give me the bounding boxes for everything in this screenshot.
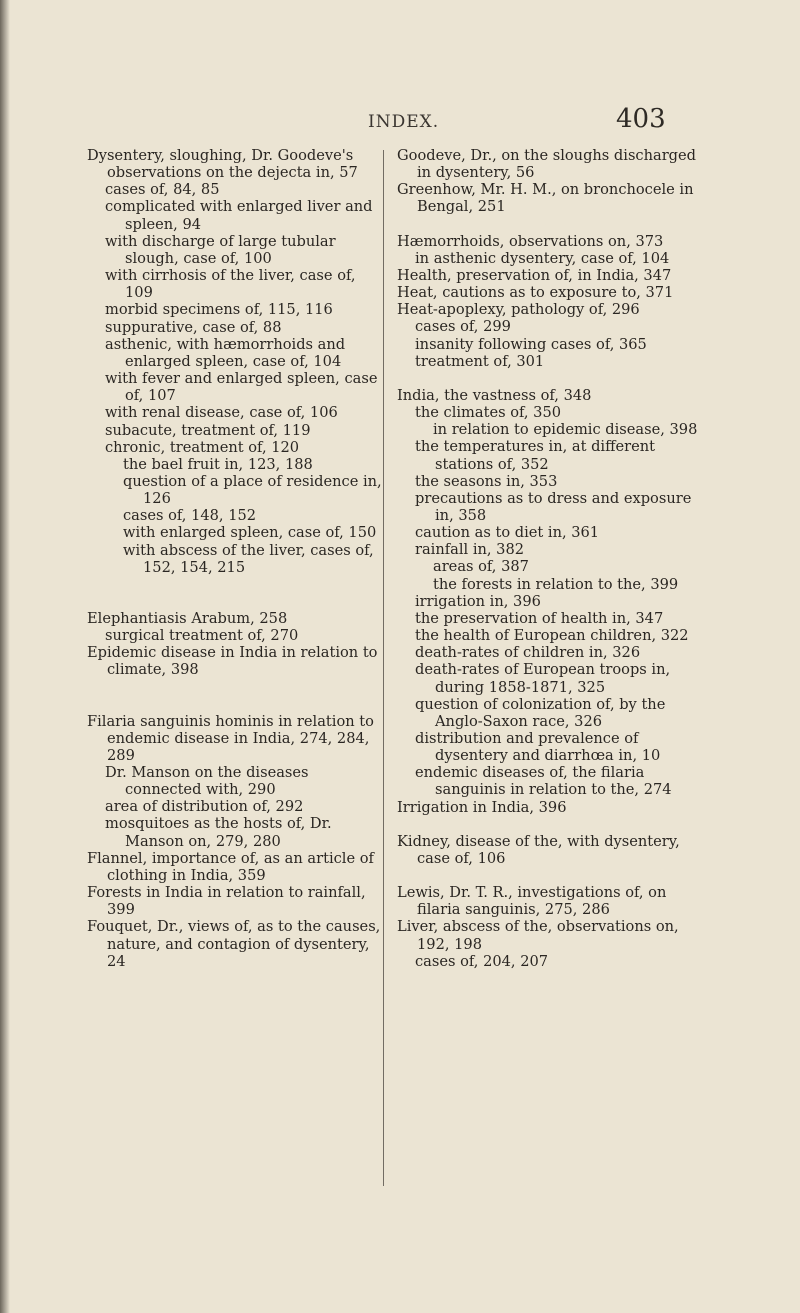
index-subentry: with enlarged spleen, case of, 150 [123, 524, 377, 542]
running-header: INDEX. [368, 112, 440, 132]
index-subentry: suppurative, case of, 88 [105, 318, 282, 336]
index-column-left [87, 147, 387, 970]
index-entry: Kidney, disease of the, with dysentery, case of, 106 [397, 832, 680, 867]
index-subentry: irrigation in, 396 [415, 592, 541, 610]
index-subentry: chronic, treatment of, 120 [105, 438, 300, 456]
entry-gap [397, 370, 702, 387]
index-subentry: in relation to epidemic disease, 398 [433, 421, 698, 439]
entry-gap [87, 576, 387, 610]
index-subentry: areas of, 387 [433, 558, 529, 576]
index-entry: India, the vastness of, 348 [397, 386, 592, 404]
index-subentry: the forests in relation to the, 399 [433, 575, 679, 593]
index-column-right [397, 147, 702, 970]
index-entry: Hæmorrhoids, observations on, 373 [397, 232, 664, 250]
column-divider [383, 150, 384, 1186]
entry-gap [397, 867, 702, 884]
index-subentry: death-rates of European troops in, during 1858-1871, 325 [415, 661, 671, 696]
index-entry: Goodeve, Dr., on the sloughs discharged in dysentery, 56 [397, 147, 697, 182]
index-entry: Heat-apoplexy, pathology of, 296 [397, 301, 640, 319]
index-entry: Greenhow, Mr. H. M., on bronchocele in Bengal, 251 [397, 181, 694, 216]
index-entry: Flannel, importance of, as an article of clothing in India, 359 [87, 849, 374, 884]
index-entry: Liver, abscess of the, observations on, 192, 198 [397, 918, 679, 953]
index-subentry: with abscess of the liver, cases of, 152, 154, 215 [123, 541, 374, 576]
index-subentry: the preservation of health in, 347 [415, 609, 664, 627]
index-subentry: surgical treatment of, 270 [105, 627, 299, 645]
index-subentry: treatment of, 301 [415, 352, 545, 370]
index-entry: Dysentery, sloughing, Dr. Goodeve's observations on the dejecta in, 57 [87, 147, 358, 182]
index-subentry: morbid specimens of, 115, 116 [105, 301, 333, 319]
index-subentry: with renal disease, case of, 106 [105, 404, 338, 422]
index-subentry: with cirrhosis of the liver, case of, 109 [105, 267, 356, 302]
index-subentry: the climates of, 350 [415, 404, 562, 422]
index-subentry: the bael fruit in, 123, 188 [123, 455, 313, 473]
index-subentry: the temperatures in, at different stations of, 352 [415, 438, 655, 473]
index-subentry: cases of, 204, 207 [415, 952, 549, 970]
index-subentry: with fever and enlarged spleen, case of, 107 [105, 370, 378, 405]
index-entry: Forests in India in relation to rainfall, 399 [87, 884, 366, 919]
index-subentry: asthenic, with hæmorrhoids and enlarged spleen, case of, 104 [105, 335, 346, 370]
index-subentry: complicated with enlarged liver and spleen, 94 [105, 198, 373, 233]
index-subentry: cases of, 84, 85 [105, 181, 220, 199]
index-entry: Heat, cautions as to exposure to, 371 [397, 284, 674, 302]
index-entry: Lewis, Dr. T. R., investigations of, on filaria sanguinis, 275, 286 [397, 884, 667, 919]
index-subentry: area of distribution of, 292 [105, 798, 304, 816]
index-subentry: precautions as to dress and exposure in, 358 [415, 489, 692, 524]
index-entry: Filaria sanguinis hominis in relation to endemic disease in India, 274, 284, 289 [87, 712, 374, 764]
index-subentry: subacute, treatment of, 119 [105, 421, 311, 439]
index-subentry: caution as to diet in, 361 [415, 524, 600, 542]
index-entry: Irrigation in India, 396 [397, 798, 567, 816]
index-entry: Health, preservation of, in India, 347 [397, 266, 672, 284]
index-subentry: mosquitoes as the hosts of, Dr. Manson on, 279, 280 [105, 815, 332, 850]
entry-gap [87, 679, 387, 713]
page-edge-shadow [0, 0, 10, 1313]
index-subentry: the seasons in, 353 [415, 472, 558, 490]
index-entry: Elephantiasis Arabum, 258 [87, 609, 288, 627]
index-subentry: question of colonization of, by the Anglo-Saxon race, 326 [415, 695, 666, 730]
page-number: 403 [616, 104, 666, 134]
index-entry: Epidemic disease in India in relation to climate, 398 [87, 644, 378, 679]
entry-gap [397, 216, 702, 233]
index-subentry: question of a place of residence in, 126 [123, 472, 382, 508]
index-subentry: cases of, 148, 152 [123, 507, 257, 525]
index-subentry: endemic diseases of, the filaria sanguinis in relation to the, 274 [415, 764, 672, 799]
index-subentry: in asthenic dysentery, case of, 104 [415, 249, 670, 267]
index-subentry: rainfall in, 382 [415, 541, 525, 559]
index-subentry: cases of, 299 [415, 318, 511, 336]
entry-gap [397, 816, 702, 833]
index-subentry: the health of European children, 322 [415, 627, 689, 645]
index-subentry: with discharge of large tubular slough, case of, 100 [105, 232, 336, 267]
index-subentry: distribution and prevalence of dysentery and diarrhœa in, 10 [415, 730, 661, 765]
index-subentry: insanity following cases of, 365 [415, 335, 647, 353]
index-subentry: death-rates of children in, 326 [415, 644, 641, 662]
index-subentry: Dr. Manson on the diseases connected with, 290 [105, 764, 309, 799]
index-entry: Fouquet, Dr., views of, as to the causes, nature, and contagion of dysentery, 24 [87, 918, 381, 970]
